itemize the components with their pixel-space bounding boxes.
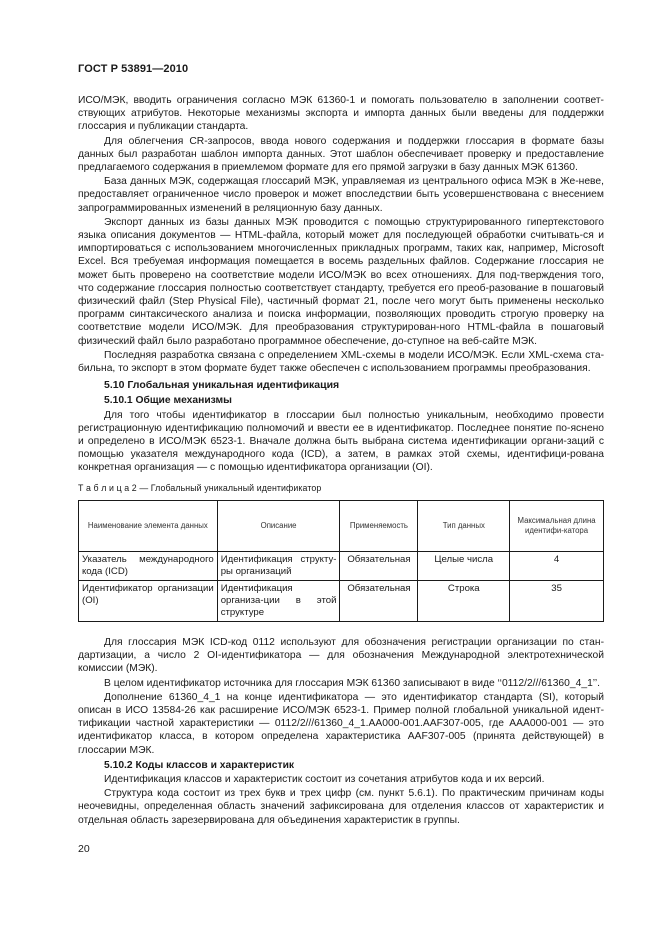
paragraph: Экспорт данных из базы данных МЭК проводится с помощью структурированного гипертекстового языка описания документов — HTML-файла, который может для последующей обработки считывать-ся и импортироваться с использованием многочисленных прикладных программ, таких как, например, Microsoft Excel. Вся требуемая информация помещается в восемь раздельных файлов. Содержание глоссария не может быть проверено на соответствие модели ИСО/МЭК во всех отношениях. Для под-тверждения того, что содержание глоссария полностью соответствует стандарту, требуется его преоб-разование в пошаговый физический файл (Step Physical File), частичный формат 21, после чего могут быть применены несколько программ синтаксического анализа и поиска информации, позволяющих проводить строгую проверку на соответствие модели ИСО/МЭК. Для преобразования структурирован-ного HTML-файла в пошаговый физический файл было разработано программное обеспечение, до-ступное на веб-сайте МЭК. — [78, 216, 604, 347]
table-cell: Строка — [418, 580, 510, 621]
table-row — [79, 551, 604, 580]
paragraph: ИСО/МЭК, вводить ограничения согласно МЭК 61360-1 и помогать пользователю в заполнении соответ-ствующих атрибутов. Некоторые механизмы экспорта и импорта данных были введены для поддержки глоссария и публикации стандарта. — [78, 95, 604, 133]
table-cell: 4 — [510, 551, 604, 580]
table-header-cell: Применяемость — [340, 500, 418, 551]
table-cell: Обязательная — [340, 551, 418, 580]
paragraph: Для облегчения CR-запросов, ввода нового содержания и поддержки глоссария в формате базы данных был разработан шаблон импорта данных. Этот шаблон обеспечивает проверку и предоставление предлагаемого содержания в приемлемом формате для его прямой загрузки в базу данных МЭК 61360. — [78, 135, 604, 174]
document-header: ГОСТ Р 53891—2010 — [78, 63, 189, 75]
document-body — [78, 94, 604, 828]
paragraph: Последняя разработка связана с определением XML-схемы в модели ИСО/МЭК. Если XML-схема ста-бильна, то экспорт в этом формате будет также обеспечен с использованием программы преобразования. — [78, 349, 604, 375]
paragraph: База данных МЭК, содержащая глоссарий МЭК, управляемая из центрального офиса МЭК в Же-неве, предоставляет ограниченное число проверок и может впоследствии быть усовершенствована с внесением запрограммированных изменений в реляционную базу данных. — [78, 176, 604, 214]
table-header-cell: Описание — [217, 500, 340, 551]
table-cell: Обязательная — [340, 580, 418, 621]
page-number: 20 — [78, 843, 90, 855]
global-identifier-table — [78, 500, 604, 622]
table-header-cell: Тип данных — [418, 500, 510, 551]
paragraph: Идентификация классов и характеристик состоит из сочетания атрибутов кода и их версий. — [104, 773, 545, 785]
section-heading-5-10: 5.10 Глобальная уникальная идентификация — [104, 379, 340, 392]
paragraph: В целом идентификатор источника для глоссария МЭК 61360 записывают в виде ‘‘0112/2///61360_4_1’’. — [104, 677, 601, 689]
table-row — [79, 580, 604, 621]
paragraph: Дополнение 61360_4_1 на конце идентификатора — это идентификатор стандарта (SI), который описан в ИСО 13584-26 как расширение ИСО/МЭК 6523-1. Пример полной глобальной уникальной идент-тификации частной характеристики — 0112/2///61360_4_1.AA000-001.AAF307-005, где AAA000-001 — это идентификатор класса, в котором определена характеристика AAF307-005 (принята действующей) в глоссарии МЭК. — [78, 691, 604, 756]
paragraph: Структура кода состоит из трех букв и трех цифр (см. пункт 5.6.1). По практическим причинам коды неочевидны, определенная область значений зафиксирована для отделения классов от характеристик и отдельная область зарезервирована для объединения характеристик в группы. — [78, 788, 604, 826]
table-cell: Идентификатор организации (OI) — [79, 580, 218, 621]
subsection-heading-5-10-1: 5.10.1 Общие механизмы — [104, 395, 232, 407]
subsection-heading-5-10-2: 5.10.2 Коды классов и характеристик — [104, 759, 295, 771]
paragraph: Для глоссария МЭК ICD-код 0112 используют для обозначения регистрации организации по стан-дартизации, а число 2 OI-идентификатора — для обозначения Международной электротехнической комиссии (МЭК). — [78, 636, 604, 675]
table-caption: Т а б л и ц а 2 — Глобальный уникальный идентификатор — [78, 482, 322, 493]
table-cell: Указатель международного кода (ICD) — [79, 551, 218, 580]
table-header-cell: Максимальная длина идентифи-катора — [510, 500, 604, 551]
table-cell: Целые числа — [418, 551, 510, 580]
table-header-row — [79, 500, 604, 551]
table-cell: Идентификация структу-ры организаций — [217, 551, 340, 580]
table-header-cell: Наименование элемента данных — [79, 500, 218, 551]
table-cell: Идентификация организа-ции в этой структуре — [217, 580, 340, 621]
table-cell: 35 — [510, 580, 604, 621]
paragraph: Для того чтобы идентификатор в глоссарии был полностью уникальным, необходимо провести регистрационную идентификацию полномочий и ввести ее в идентификатор. Последнее понятие по-яснено и определено в ИСО/МЭК 6523-1. Вначале должна быть выбрана система идентификации органи-заций с помощью указателя международного кода (ICD), а затем, в рамках этой схемы, идентифици-рована конкретная организация — с помощью идентификатора организации (OI). — [78, 409, 604, 474]
